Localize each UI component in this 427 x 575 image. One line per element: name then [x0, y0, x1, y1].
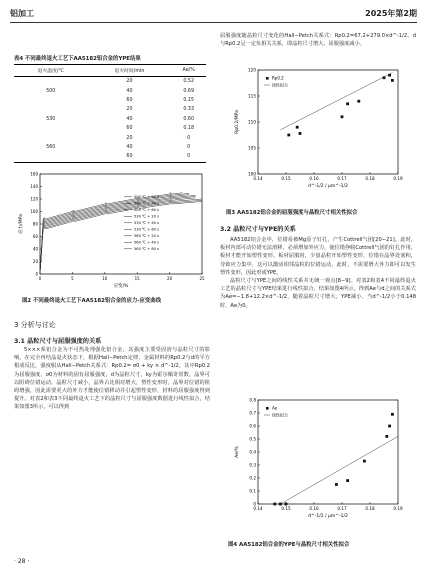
table4 — [14, 64, 206, 163]
table-row — [14, 133, 206, 142]
y-tick-label: 40 — [32, 246, 38, 252]
table-cell: 0.52 — [183, 79, 195, 85]
data-point — [296, 126, 299, 129]
table-cell: 60 — [126, 97, 133, 103]
table-cell — [14, 96, 88, 105]
series-line — [40, 202, 202, 275]
journal-name: 铝加工 — [10, 9, 34, 18]
x-tick-label: 0.19 — [393, 176, 403, 181]
table-row — [14, 77, 206, 87]
y-tick-label: 60 — [32, 234, 38, 239]
table-row — [14, 96, 206, 105]
data-point — [279, 503, 282, 506]
data-point — [391, 79, 394, 82]
y-tick-label: 140 — [30, 184, 38, 189]
data-point — [363, 460, 366, 463]
fig2-chart — [14, 168, 210, 292]
legend-label: 560 ℃ + 40 s — [134, 240, 159, 245]
data-point — [388, 74, 391, 77]
y-tick-label: 100 — [248, 171, 256, 177]
table-cell: 40 — [126, 88, 133, 94]
series-line — [40, 193, 189, 274]
table-row — [14, 105, 206, 114]
x-tick-label: 25 — [199, 276, 205, 281]
y-tick-label: 0.2 — [249, 475, 256, 481]
data-point — [341, 115, 344, 118]
data-point — [346, 102, 349, 105]
fig2-caption: 图2 不同最终退火工艺下AA5182铝合金的应力-应变曲线 — [22, 298, 162, 304]
y-tick-label: 0 — [35, 271, 38, 277]
hall-petch-paragraph: 屈服强度随晶粒尺寸变化的Hall−Petch关系式：Rp0.2=67.2+279.0×d^-1/2。d与Rp0.2呈一定负相关关系，即晶粒尺寸增大，屈服强度减小。 — [220, 33, 416, 48]
legend-label: 500 ℃ + 60 s — [134, 208, 159, 212]
table-cell: 60 — [126, 126, 133, 132]
y-tick-label: 0.1 — [249, 488, 256, 494]
table-row — [14, 152, 206, 162]
y-tick-label: 0.6 — [249, 423, 256, 429]
table-row — [14, 115, 206, 124]
x-axis-label: d^-1/2 / μm^-1/2 — [308, 514, 348, 519]
ype-fit-paragraph: 晶粒尺寸与YPE之间的线性关系并无统一观点[8−9]。对表2和表4不同最终退火工艺的晶粒尺寸与YPE结果进行线性拟合，结果如图4所示。得到Ae与d之间的关系式为Ae=−1.8+12.2×d^-1/2，随着晶粒尺寸增大，YPE减小，当d^-1/2小于0.148时，Ae为0。 — [220, 278, 416, 309]
x-tick-label: 0.19 — [393, 506, 403, 511]
y-tick-label: 105 — [248, 145, 256, 151]
table-row — [14, 143, 206, 152]
x-tick-label: 0.18 — [365, 506, 375, 511]
page-number: · 28 · — [14, 558, 30, 565]
legend-fit-label: 线性拟合 — [272, 412, 288, 418]
table-row — [14, 86, 206, 95]
table-cell: 0 — [187, 135, 191, 141]
y-axis-label: Rp0.2/MPa — [235, 110, 240, 134]
fit-line — [280, 73, 392, 130]
data-point — [391, 413, 394, 416]
x-tick-label: 0.17 — [337, 506, 347, 511]
y-tick-label: 0.5 — [249, 436, 256, 442]
section-3-2-heading: 3.2 晶粒尺寸与YPE的关系 — [220, 226, 296, 233]
section-3-1-heading: 3.1 晶粒尺寸与屈服强度的关系 — [14, 338, 102, 345]
x-tick-label: 0.14 — [253, 176, 263, 181]
x-axis-label: 应变/% — [113, 284, 129, 289]
legend-label: 560 ℃ + 60 s — [134, 247, 159, 251]
data-point — [385, 435, 388, 438]
y-tick-label: 20 — [32, 259, 38, 264]
table-cell — [14, 152, 88, 162]
legend-points-label: Ae — [272, 405, 278, 411]
table4-header: Ae/% — [171, 65, 206, 77]
y-tick-label: 0.3 — [249, 462, 256, 468]
y-tick-label: 100 — [30, 209, 38, 214]
legend-label: 500 ℃ + 20 s — [134, 195, 159, 199]
y-tick-label: 0 — [253, 501, 256, 507]
legend-points-label: Rp0.2 — [272, 75, 284, 81]
table-cell: 0.15 — [183, 97, 195, 103]
x-tick-label: 15 — [134, 276, 140, 281]
legend-label: 500 ℃ + 40 s — [134, 201, 159, 206]
fig4-caption: 图4 AA5182铝合金的YPE与晶粒尺寸相关性拟合 — [228, 542, 350, 548]
legend-label: 530 ℃ + 60 s — [134, 227, 159, 232]
table-cell: 0 — [171, 152, 206, 162]
y-tick-label: 80 — [32, 221, 38, 227]
data-point — [346, 479, 349, 482]
y-tick-label: 120 — [30, 196, 38, 202]
data-point — [335, 483, 338, 486]
legend-marker — [266, 77, 269, 80]
x-tick-label: 0.14 — [253, 506, 263, 511]
left-paragraph — [14, 346, 210, 412]
table-cell — [14, 124, 88, 133]
data-point — [383, 76, 386, 79]
y-tick-label: 115 — [248, 93, 256, 99]
data-point — [299, 132, 302, 135]
table-cell: 0 — [187, 144, 191, 150]
x-tick-label: 0.15 — [281, 506, 291, 511]
legend-marker — [266, 407, 269, 410]
x-tick-label: 20 — [167, 276, 173, 281]
fig3-chart — [228, 62, 410, 202]
table-cell: 40 — [126, 116, 133, 122]
header-rule — [10, 22, 417, 23]
y-axis-label: Ae/% — [235, 446, 240, 458]
legend-label: 530 ℃ + 40 s — [134, 221, 159, 225]
y-tick-label: 0.4 — [249, 449, 256, 455]
table-cell: 20 — [126, 135, 133, 141]
y-tick-label: 110 — [248, 119, 256, 125]
table4-caption: 表4 不同最终退火工艺下AA5182铝合金的YPE结果 — [14, 56, 141, 62]
x-tick-label: 0.15 — [281, 176, 291, 181]
x-tick-label: 0 — [38, 276, 42, 281]
table-cell: 0.60 — [183, 116, 195, 122]
x-axis-label: d^-1/2 / μm^-1/2 — [308, 184, 348, 189]
right-top-paragraph — [220, 32, 416, 48]
table-cell: 560 — [46, 144, 56, 150]
table-cell: 20 — [126, 107, 133, 113]
table-cell — [14, 77, 88, 87]
fig4-chart — [228, 392, 410, 534]
data-point — [273, 503, 276, 506]
table-row — [14, 124, 206, 133]
legend-fit-label: 线性拟合 — [272, 82, 288, 88]
series-line — [40, 193, 183, 275]
plot-frame — [40, 174, 202, 274]
right-paragraphs — [220, 236, 416, 310]
x-tick-label: 5 — [71, 276, 74, 281]
x-tick-label: 0.16 — [309, 506, 319, 511]
fit-line — [280, 436, 398, 504]
y-axis-label: 应力/MPa — [19, 214, 24, 234]
fig3-caption: 图3 AA5182铝合金的屈服强度与晶粒尺寸相关性拟合 — [226, 210, 358, 216]
data-point — [285, 503, 288, 506]
table-cell — [14, 105, 88, 114]
y-tick-label: 120 — [248, 67, 256, 73]
issue-label: 2025年第2期 — [365, 9, 417, 18]
x-tick-label: 10 — [102, 276, 108, 281]
y-tick-label: 0.8 — [249, 397, 256, 403]
cottrell-paragraph: AA5182铝合金中，位错易被Mg原子钉扎，产生Cottrell气团[20−21]。此时，板材内部可动位错无法滑移，必须增加外应力，使位错挣脱Cottrell气团的钉扎作用，板材才能开始塑性变形。板材屈服时，少量晶粒开始塑性变形，位错在晶界处塞积，导致应力集中，这可以激活相邻晶粒的位错运动，此时，不需要增大外力即可以发生塑性变形，因此形成YPE。 — [220, 237, 416, 276]
table-cell: 530 — [46, 116, 56, 122]
paragraph-3-1: 5×××系铝合金为不可热处理强化铝合金，其强度主要受固溶与晶粒尺寸的影响。在完全再结晶退火状态下，根据Hall−Petch定律，金属材料的Rp0.2与d的平方根成反比，强度服从Hall−Petch关系式：Rp0.2= σ0 + ky × d^-1/2，其中Rp0.2为屈服强度，σ0为材料的固有屈服强度，d为晶粒尺寸，ky为霍尔佩奇常数。晶界可以阻碍位错运动，晶粒尺寸减小，晶界占比相对增大，塑性变形时，晶界对位错的阻碍增强，因此需要更大的外力才能使位错移动并引起塑性变形，材料的屈服强度得到提升。对表2和表3不同最终退火工艺下的晶粒尺寸与屈服强度数据进行线性拟合，结果如图3所示，可以得到 — [14, 347, 210, 411]
table-cell — [14, 133, 88, 142]
x-tick-label: 0.17 — [337, 176, 347, 181]
table-cell: 0.69 — [183, 88, 195, 94]
x-tick-label: 0.16 — [309, 176, 319, 181]
table4-header: 退火时间/min — [88, 65, 172, 77]
table-cell: 0.33 — [183, 107, 195, 113]
x-tick-label: 0.18 — [365, 176, 375, 181]
data-point — [357, 100, 360, 103]
table4-header: 退火温度/℃ — [14, 65, 88, 77]
table-cell: 0.18 — [183, 126, 195, 132]
table-cell: 20 — [126, 79, 133, 85]
y-tick-label: 160 — [30, 171, 38, 177]
table-cell: 500 — [46, 88, 56, 94]
legend-label: 560 ℃ + 20 s — [134, 234, 159, 238]
data-point — [287, 134, 290, 137]
section-3-heading: 3 分析与讨论 — [14, 321, 56, 329]
legend-label: 530 ℃ + 20 s — [134, 214, 159, 219]
table-cell: 40 — [126, 144, 133, 150]
table-cell: 60 — [88, 152, 172, 162]
y-tick-label: 0.7 — [249, 410, 256, 416]
data-point — [388, 425, 391, 428]
